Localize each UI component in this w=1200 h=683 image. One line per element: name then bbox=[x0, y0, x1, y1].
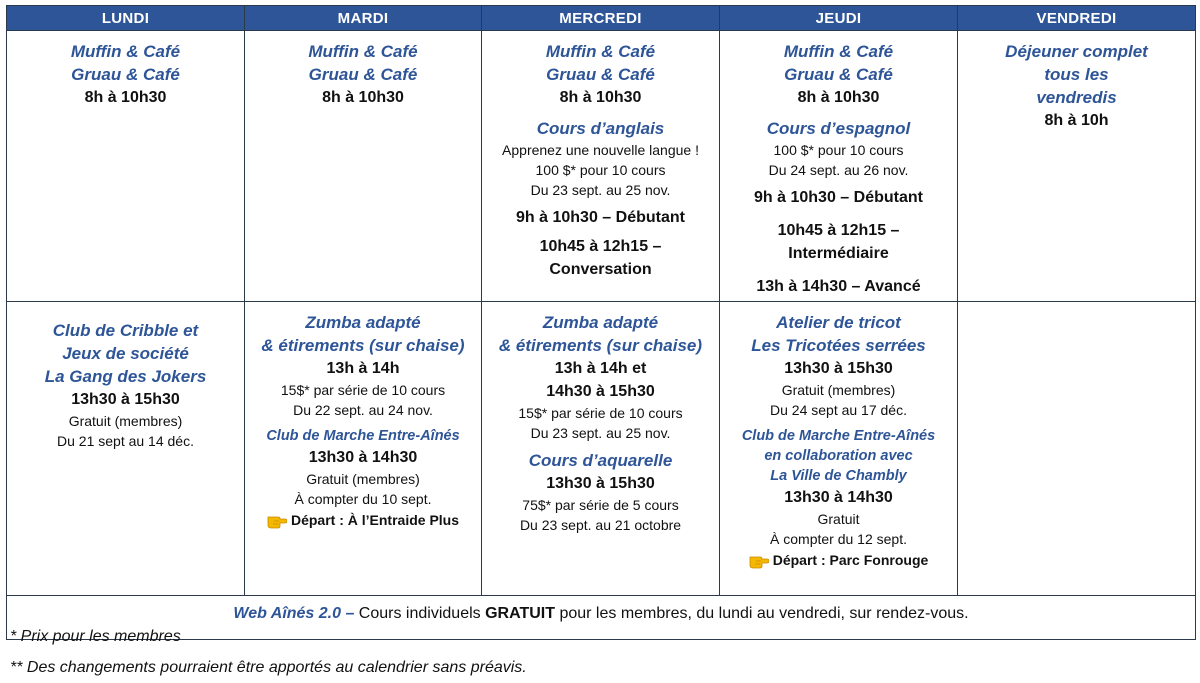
web-aines-text: pour les membres, du lundi au vendredi, sur rendez-vous. bbox=[555, 605, 969, 622]
course-price: 100 $* pour 10 cours bbox=[535, 162, 666, 178]
activity-price: 15$* par série de 10 cours bbox=[518, 405, 683, 421]
course-time: 13h30 à 15h30 bbox=[546, 475, 655, 492]
activity-title: Gruau & Café bbox=[784, 65, 893, 84]
web-aines-free: GRATUIT bbox=[485, 605, 556, 622]
activity-dates: Du 23 sept. au 25 nov. bbox=[530, 425, 671, 441]
activity-title: Muffin & Café bbox=[783, 42, 894, 61]
pointing-hand-icon bbox=[267, 511, 287, 529]
club-dates: À compter du 12 sept. bbox=[770, 531, 907, 547]
club-time: 13h30 à 14h30 bbox=[308, 449, 418, 466]
activity-title: Muffin & Café bbox=[70, 42, 181, 61]
activity-title: vendredis bbox=[1036, 88, 1117, 107]
club-price: Gratuit (membres) bbox=[306, 471, 420, 487]
activity-dates: Du 24 sept au 17 déc. bbox=[770, 402, 907, 418]
cell-lundi-morning bbox=[7, 31, 245, 302]
activity-price: Gratuit (membres) bbox=[68, 413, 183, 429]
footnote-changes: ** Des changements pourraient être apportés au calendrier sans préavis. bbox=[10, 659, 527, 676]
session-conversation-time: 10h45 à 12h15 – bbox=[539, 238, 662, 255]
activity-title: Zumba adapté bbox=[305, 313, 421, 332]
activity-time: 13h à 14h bbox=[326, 360, 400, 377]
course-dates: Du 23 sept. au 21 octobre bbox=[519, 517, 682, 533]
activity-title: & étirements (sur chaise) bbox=[261, 336, 465, 355]
web-aines-title: Web Aînés 2.0 – bbox=[233, 605, 355, 622]
header-mercredi: MERCREDI bbox=[482, 6, 720, 31]
activity-time: 13h30 à 15h30 bbox=[71, 391, 180, 408]
course-price: 100 $* pour 10 cours bbox=[773, 142, 904, 158]
cell-vendredi-afternoon bbox=[958, 302, 1196, 596]
club-title: en collaboration avec bbox=[764, 448, 913, 464]
club-time: 13h30 à 14h30 bbox=[784, 489, 893, 506]
club-title: Club de Marche Entre-Aînés bbox=[266, 428, 460, 444]
course-description: Apprenez une nouvelle langue ! bbox=[502, 142, 699, 158]
activity-title: Muffin & Café bbox=[545, 42, 656, 61]
activity-title: & étirements (sur chaise) bbox=[498, 336, 703, 355]
web-aines-cell bbox=[7, 596, 1196, 640]
header-vendredi: VENDREDI bbox=[958, 6, 1196, 31]
cell-mercredi-afternoon bbox=[482, 302, 720, 596]
activity-title: tous les bbox=[1044, 65, 1109, 84]
header-jeudi: JEUDI bbox=[720, 6, 958, 31]
cell-mardi-afternoon bbox=[245, 302, 482, 596]
activity-title: Zumba adapté bbox=[542, 313, 659, 332]
activity-title: Les Tricotées serrées bbox=[751, 336, 926, 355]
departure-label: Départ : À l’Entraide Plus bbox=[290, 512, 460, 528]
activity-title: Atelier de tricot bbox=[776, 313, 901, 332]
activity-title: Gruau & Café bbox=[546, 65, 655, 84]
pointing-hand-icon bbox=[749, 551, 769, 569]
session-beginner: 9h à 10h30 – Débutant bbox=[754, 189, 923, 206]
departure-label: Départ : Parc Fonrouge bbox=[772, 552, 929, 568]
cell-mardi-morning bbox=[245, 31, 482, 302]
header-mardi: MARDI bbox=[245, 6, 482, 31]
activity-title: Muffin & Café bbox=[308, 42, 418, 61]
activity-time: 8h à 10h30 bbox=[84, 89, 167, 106]
activity-title: Jeux de société bbox=[62, 344, 189, 363]
activity-time: 13h30 à 15h30 bbox=[784, 360, 893, 377]
activity-price: 15$* par série de 10 cours bbox=[280, 382, 446, 398]
header-lundi: LUNDI bbox=[7, 6, 245, 31]
session-advanced: 13h à 14h30 – Avancé bbox=[756, 278, 921, 295]
course-price: 75$* par série de 5 cours bbox=[522, 497, 679, 513]
activity-price: Gratuit (membres) bbox=[781, 382, 896, 398]
club-departure bbox=[724, 549, 953, 571]
cell-jeudi-morning bbox=[720, 31, 958, 302]
club-dates: À compter du 10 sept. bbox=[294, 491, 432, 507]
course-dates: Du 24 sept. au 26 nov. bbox=[768, 162, 909, 178]
activity-time: 8h à 10h30 bbox=[322, 89, 404, 106]
activity-time: 13h à 14h et bbox=[554, 360, 647, 377]
activity-title: Club de Cribble et bbox=[52, 321, 199, 340]
course-title: Cours d’aquarelle bbox=[528, 451, 673, 470]
cell-mercredi-morning bbox=[482, 31, 720, 302]
session-intermediate-label: Intermédiaire bbox=[788, 245, 889, 262]
cell-vendredi-morning bbox=[958, 31, 1196, 302]
activity-dates: Du 22 sept. au 24 nov. bbox=[293, 402, 433, 418]
cell-lundi-afternoon bbox=[7, 302, 245, 596]
activity-time: 8h à 10h30 bbox=[797, 89, 880, 106]
activity-title: Gruau & Café bbox=[71, 65, 180, 84]
club-price: Gratuit bbox=[817, 511, 860, 527]
morning-row bbox=[7, 31, 1196, 302]
footnote-prices: * Prix pour les membres bbox=[10, 628, 181, 645]
session-intermediate-time: 10h45 à 12h15 – bbox=[777, 222, 900, 239]
course-title: Cours d’espagnol bbox=[766, 119, 911, 138]
activity-time: 8h à 10h30 bbox=[559, 89, 642, 106]
weekly-schedule-table bbox=[6, 5, 1196, 640]
activity-time: 8h à 10h bbox=[1044, 112, 1109, 129]
activity-title: Déjeuner complet bbox=[1005, 42, 1148, 61]
activity-time: 14h30 à 15h30 bbox=[546, 383, 655, 400]
activity-title: Gruau & Café bbox=[308, 65, 418, 84]
web-aines-row bbox=[7, 596, 1196, 640]
web-aines-text: Cours individuels bbox=[354, 605, 486, 622]
activity-dates: Du 21 sept au 14 déc. bbox=[57, 433, 194, 449]
course-title: Cours d’anglais bbox=[536, 119, 665, 138]
afternoon-row bbox=[7, 302, 1196, 596]
cell-jeudi-afternoon bbox=[720, 302, 958, 596]
club-departure bbox=[249, 509, 477, 531]
club-title: La Ville de Chambly bbox=[770, 468, 907, 484]
activity-title: La Gang des Jokers bbox=[44, 367, 207, 386]
course-dates: Du 23 sept. au 25 nov. bbox=[530, 182, 671, 198]
session-conversation-label: Conversation bbox=[549, 261, 652, 278]
club-title: Club de Marche Entre-Aînés bbox=[741, 428, 936, 444]
day-header-row bbox=[7, 6, 1196, 31]
session-beginner: 9h à 10h30 – Débutant bbox=[516, 209, 685, 226]
